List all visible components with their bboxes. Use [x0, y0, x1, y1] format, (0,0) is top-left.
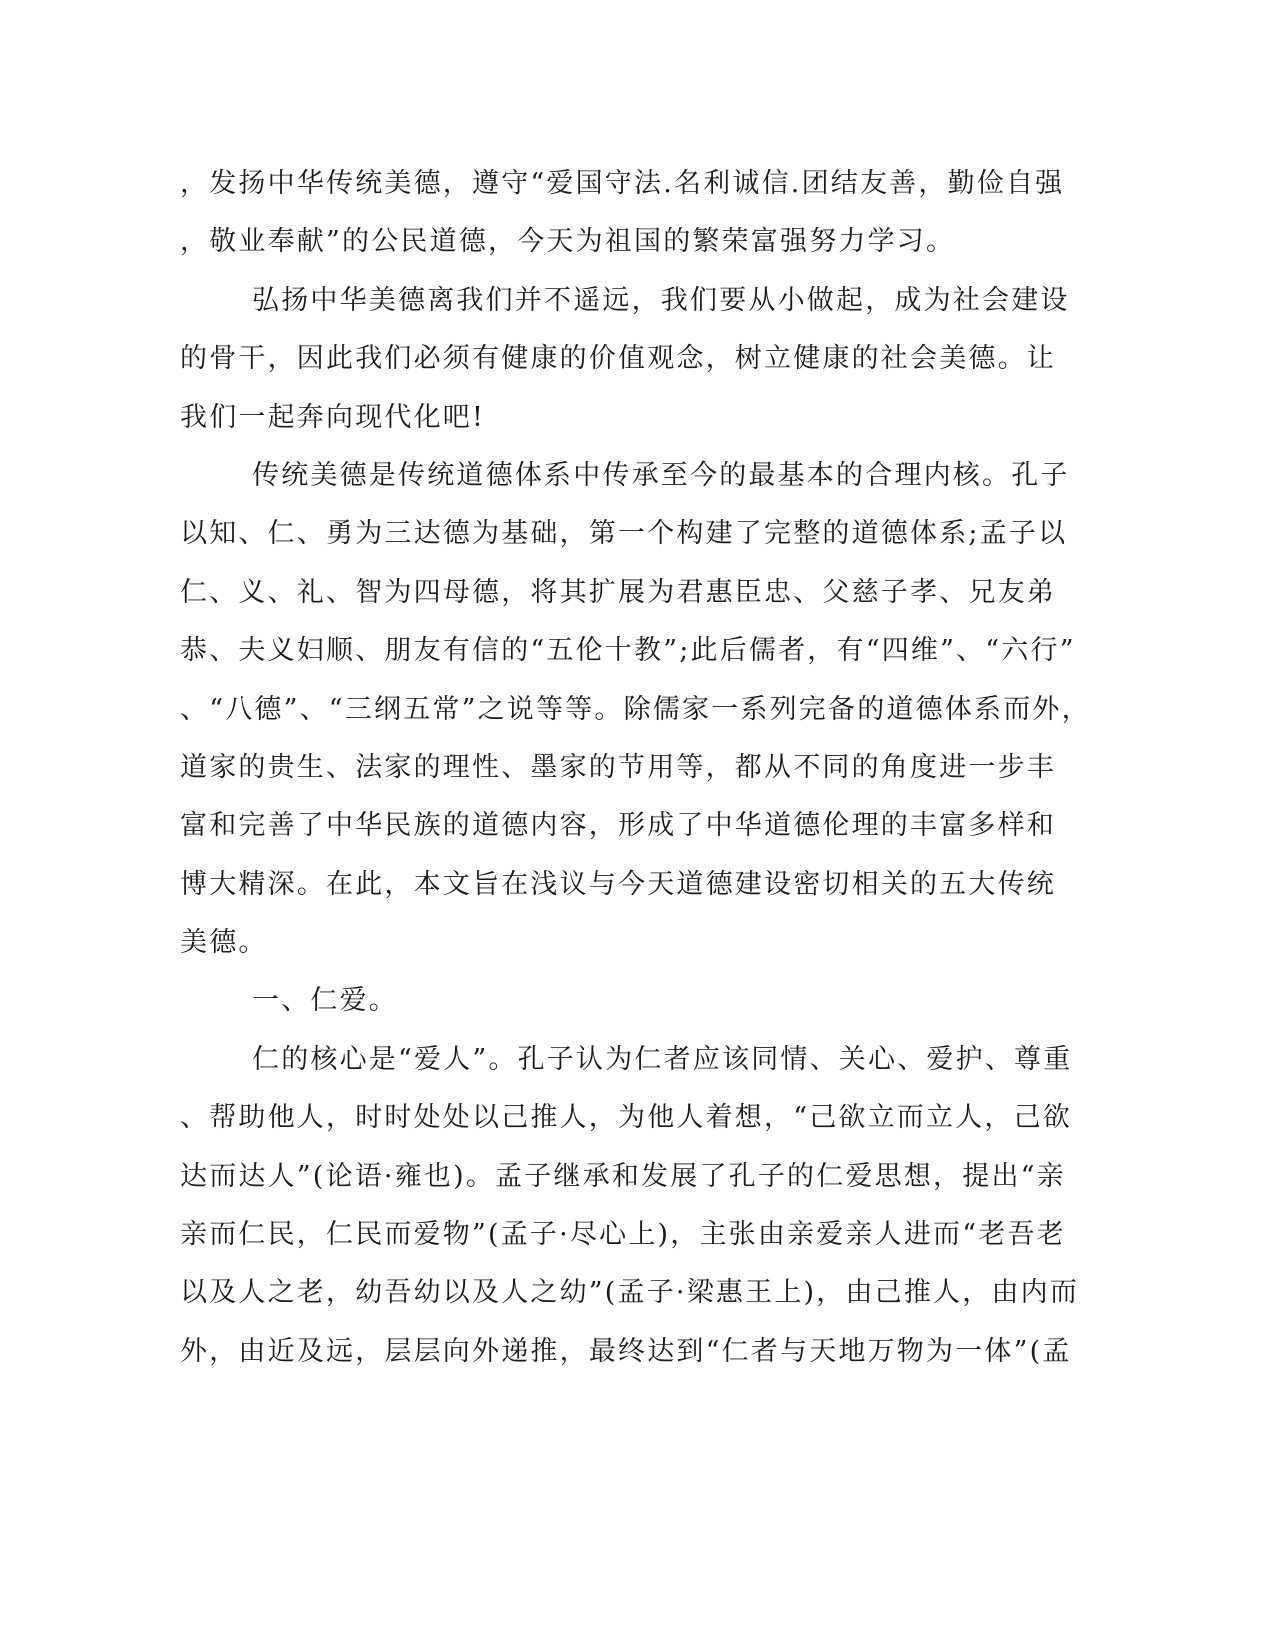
- text-line: 美德。: [180, 927, 268, 959]
- text-line: 达而达人”(论语·雍也)。孟子继承和发展了孔子的仁爱思想，提出“亲: [180, 1160, 1066, 1192]
- text-line: 的骨干，因此我们必须有健康的价值观念，树立健康的社会美德。让: [180, 343, 1056, 375]
- text-line: 以知、仁、勇为三达德为基础，第一个构建了完整的道德体系;孟子以: [180, 518, 1068, 550]
- text-line: 亲而仁民，仁民而爱物”(孟子·尽心上)，主张由亲爱亲人进而“老吾老: [180, 1219, 1066, 1251]
- text-line: 道家的贵生、法家的理性、墨家的节用等，都从不同的角度进一步丰: [180, 751, 1056, 783]
- text-line: 外，由近及远，层层向外递推，最终达到“仁者与天地万物为一体”(孟: [180, 1335, 1072, 1367]
- text-line: 弘扬中华美德离我们并不遥远，我们要从小做起，成为社会建设: [252, 284, 1070, 316]
- document-body: [180, 155, 1091, 1381]
- text-line: 恭、夫义妇顺、朋友有信的“五伦十教”;此后儒者，有“四维”、“六行”: [180, 635, 1076, 667]
- text-line: 、“八德”、“三纲五常”之说等等。除儒家一系列完备的道德体系而外，: [180, 693, 1091, 725]
- text-line: 博大精深。在此，本文旨在浅议与今天道德建设密切相关的五大传统: [180, 868, 1056, 900]
- text-line: 、帮助他人，时时处处以己推人，为他人着想，“己欲立而立人，己欲: [180, 1102, 1073, 1134]
- text-line: 富和完善了中华民族的道德内容，形成了中华道德伦理的丰富多样和: [180, 810, 1056, 842]
- text-line: ，敬业奉献”的公民道德，今天为祖国的繁荣富强努力学习。: [180, 226, 956, 258]
- text-line: 传统美德是传统道德体系中传承至今的最基本的合理内核。孔子: [252, 459, 1070, 491]
- text-line: 仁、义、礼、智为四母德，将其扩展为君惠臣忠、父慈子孝、兄友弟: [180, 576, 1056, 608]
- text-line: 仁的核心是“爱人”。孔子认为仁者应该同情、关心、爱护、尊重: [252, 1043, 1073, 1075]
- text-line: 一、仁爱。: [252, 985, 398, 1017]
- text-line: 我们一起奔向现代化吧!: [180, 401, 486, 433]
- text-line: 以及人之老，幼吾幼以及人之幼”(孟子·梁惠王上)，由己推人，由内而: [180, 1277, 1080, 1309]
- text-line: ，发扬中华传统美德，遵守“爱国守法.名利诚信.团结友善，勤俭自强: [180, 168, 1065, 199]
